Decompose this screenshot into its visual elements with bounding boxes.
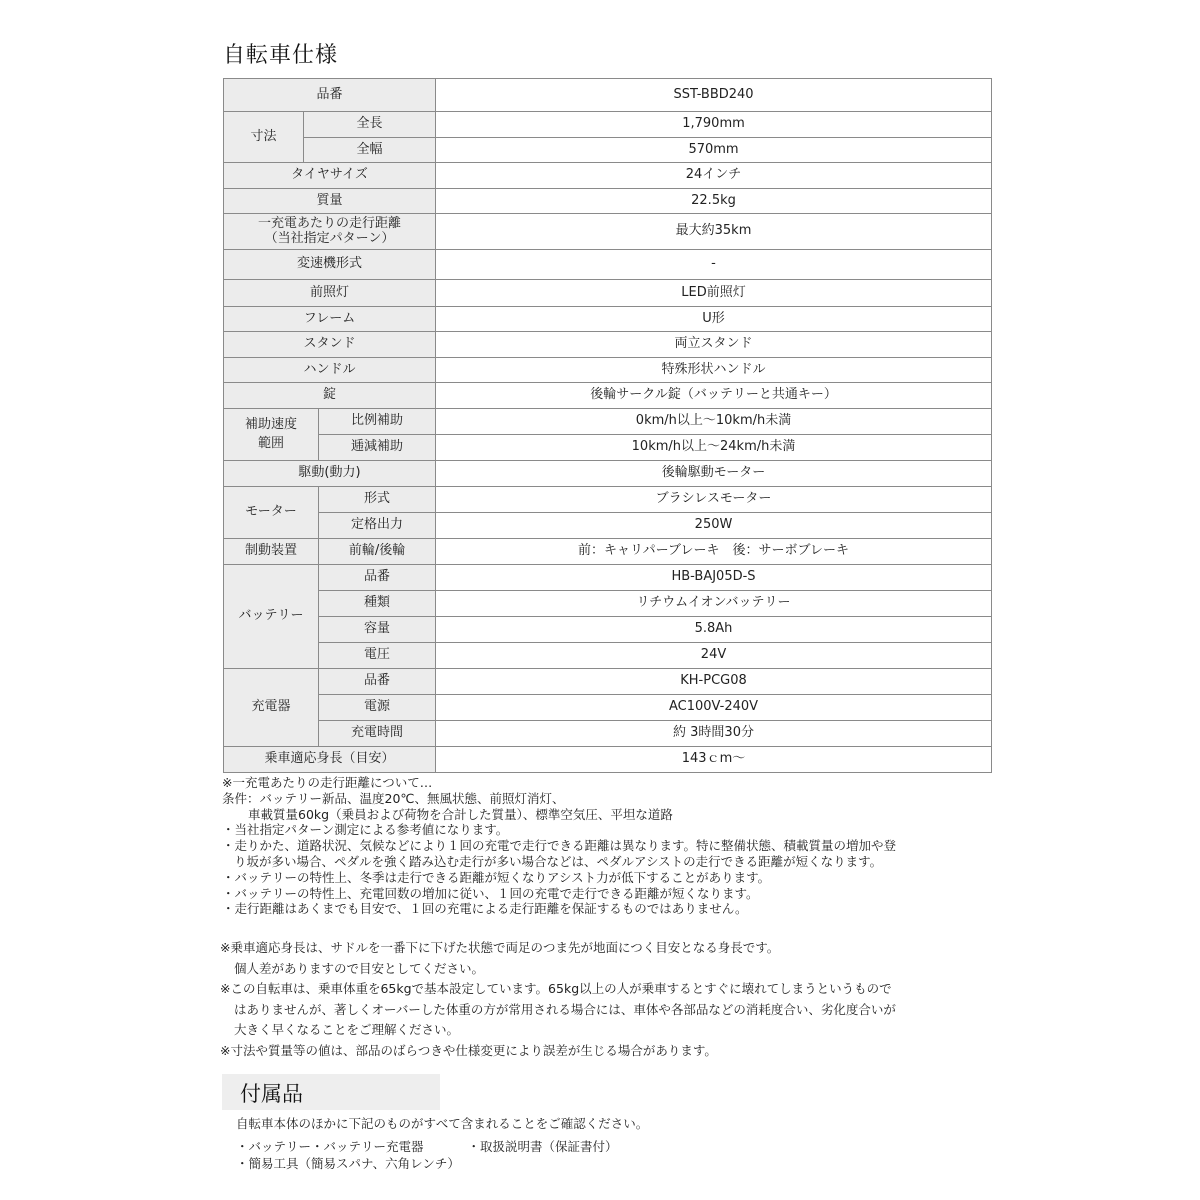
- row-label: 逓減補助: [319, 435, 436, 461]
- row-label: 駆動(動力): [224, 461, 436, 487]
- note-line: ※寸法や質量等の値は、部品のばらつきや仕様変更により誤差が生じる場合があります。: [220, 1042, 717, 1058]
- note-line: 車載質量60kg（乗員および荷物を合計した質量）、標準空気圧、平坦な道路: [248, 806, 673, 822]
- table-row: [224, 358, 992, 383]
- row-value: 5.8Ah: [436, 617, 992, 643]
- group-label: モーター: [224, 487, 319, 539]
- row-value: 24V: [436, 643, 992, 669]
- page-title: 自転車仕様: [223, 43, 339, 68]
- accessories-list: [236, 1138, 618, 1172]
- table-row: [224, 747, 992, 773]
- note-line: ※この自転車は、乗車体重を65kgで基本設定しています。65kg以上の人が乗車するとすぐに壊れてしまうというもので: [220, 981, 892, 996]
- accessories-title: 付属品: [240, 1082, 303, 1106]
- row-value: -: [436, 250, 992, 280]
- assist-label-line2: 範囲: [257, 435, 284, 451]
- row-label: 前照灯: [224, 280, 436, 307]
- row-label: 錠: [224, 383, 436, 409]
- note-line: ・当社指定パターン測定による参考値になります。: [222, 822, 509, 838]
- table-row: [224, 539, 992, 565]
- table-row: [224, 487, 992, 513]
- note-line: はありませんが、著しくオーバーした体重の方が常用される場合には、車体や各部品などの消耗度合い、劣化度合いが: [234, 1001, 896, 1017]
- note-line: り坂が多い場合、ペダルを強く踏み込む走行が多い場合などは、ペダルアシストの走行できる距離が短くなります。: [234, 853, 883, 869]
- row-value: 0km/h以上～10km/h未満: [436, 409, 992, 435]
- row-label: フレーム: [224, 307, 436, 332]
- row-label: 品番: [319, 565, 436, 591]
- row-label: 品番: [319, 669, 436, 695]
- table-row: [224, 409, 992, 435]
- row-label: 容量: [319, 617, 436, 643]
- row-label: 品番: [224, 79, 436, 112]
- accessory-item: ・取扱説明書（保証書付）: [467, 1139, 618, 1154]
- note-line: 大きく早くなることをご理解ください。: [234, 1022, 460, 1037]
- table-row: [224, 695, 992, 721]
- table-row: [224, 112, 992, 138]
- table-row: [224, 435, 992, 461]
- note-line: 条件：バッテリー新品、温度20℃、無風状態、前照灯消灯、: [222, 790, 565, 806]
- row-label: [224, 214, 436, 250]
- note-line: ・バッテリーの特性上、冬季は走行できる距離が短くなりアシスト力が低下することがあります。: [222, 869, 771, 885]
- note-line: ※乗車適応身長は、サドルを一番下に下げた状態で両足のつま先が地面につく目安となる身長です。: [220, 940, 780, 955]
- table-row: [224, 721, 992, 747]
- table-row: [224, 307, 992, 332]
- row-label: 質量: [224, 189, 436, 214]
- table-row: [224, 669, 992, 695]
- row-value: HB-BAJ05D-S: [436, 565, 992, 591]
- row-value: AC100V-240V: [436, 695, 992, 721]
- list-item: [236, 1138, 618, 1155]
- row-label: 種類: [319, 591, 436, 617]
- accessories-heading: [222, 1074, 440, 1110]
- row-value: 後輪駆動モーター: [436, 461, 992, 487]
- row-label: 定格出力: [319, 513, 436, 539]
- table-row: [224, 163, 992, 189]
- accessory-item: ・簡易工具（簡易スパナ、六角レンチ）: [236, 1156, 460, 1171]
- row-value: 10km/h以上～24km/h未満: [436, 435, 992, 461]
- table-row: [224, 332, 992, 358]
- row-label: 比例補助: [319, 409, 436, 435]
- table-row: [224, 591, 992, 617]
- note-line: ・走りかた、道路状況、気候などにより１回の充電で走行できる距離は異なります。特に整備状態、積載質量の増加や登: [222, 838, 897, 854]
- row-value: 250W: [436, 513, 992, 539]
- row-value: KH-PCG08: [436, 669, 992, 695]
- accessories-intro: 自転車本体のほかに下記のものがすべて含まれることをご確認ください。: [236, 1116, 649, 1131]
- row-label: スタンド: [224, 332, 436, 358]
- row-value: 22.5kg: [436, 189, 992, 214]
- table-row: [224, 461, 992, 487]
- row-label: 電圧: [319, 643, 436, 669]
- note-line: ・バッテリーの特性上、充電回数の増加に従い、１回の充電で走行できる距離が短くなります。: [222, 885, 759, 901]
- row-label: 前輪/後輪: [319, 539, 436, 565]
- row-value: 143ｃm～: [436, 747, 992, 773]
- row-label: 全幅: [304, 138, 436, 163]
- row-value: 24インチ: [436, 163, 992, 189]
- row-label: 電源: [319, 695, 436, 721]
- table-row: [224, 617, 992, 643]
- row-label: 充電時間: [319, 721, 436, 747]
- accessory-item: ・バッテリー・バッテリー充電器: [236, 1139, 424, 1154]
- row-value: 前：キャリパーブレーキ 後：サーボブレーキ: [436, 539, 992, 565]
- assist-label-line1: 補助速度: [244, 416, 297, 432]
- row-value: 特殊形状ハンドル: [436, 358, 992, 383]
- range-label-line2: （当社指定パターン）: [264, 230, 395, 246]
- row-value: 後輪サークル錠（バッテリーと共通キー）: [436, 383, 992, 409]
- range-label-line1: 一充電あたりの走行距離: [258, 215, 402, 231]
- note-line: 個人差がありますので目安としてください。: [234, 960, 485, 976]
- table-row: [224, 250, 992, 280]
- group-label: 制動装置: [224, 539, 319, 565]
- table-row: [224, 565, 992, 591]
- table-row: [224, 513, 992, 539]
- range-notes: [222, 775, 982, 917]
- general-notes: [220, 938, 980, 1061]
- note-line: ・走行距離はあくまでも目安で、１回の充電による走行距離を保証するものではありません。: [222, 901, 748, 917]
- note-line: ※一充電あたりの走行距離について…: [222, 775, 433, 790]
- table-row: [224, 280, 992, 307]
- row-label: 全長: [304, 112, 436, 138]
- row-label: 変速機形式: [224, 250, 436, 280]
- spec-table: [223, 78, 992, 773]
- row-value: LED前照灯: [436, 280, 992, 307]
- row-label: タイヤサイズ: [224, 163, 436, 189]
- row-value: U形: [436, 307, 992, 332]
- table-row: [224, 79, 992, 112]
- row-value: 約 3時間30分: [436, 721, 992, 747]
- row-value: SST-BBD240: [436, 79, 992, 112]
- list-item: [236, 1155, 618, 1172]
- table-row: [224, 214, 992, 250]
- row-label: 乗車適応身長（目安）: [224, 747, 436, 773]
- row-label: ハンドル: [224, 358, 436, 383]
- group-label: バッテリー: [224, 565, 319, 669]
- group-label: 充電器: [224, 669, 319, 747]
- row-label: 形式: [319, 487, 436, 513]
- group-label: [224, 409, 319, 461]
- row-value: 最大約35km: [436, 214, 992, 250]
- row-value: 570mm: [436, 138, 992, 163]
- table-row: [224, 383, 992, 409]
- group-label: 寸法: [224, 112, 304, 163]
- table-row: [224, 643, 992, 669]
- row-value: リチウムイオンバッテリー: [436, 591, 992, 617]
- row-value: 1,790mm: [436, 112, 992, 138]
- row-value: ブラシレスモーター: [436, 487, 992, 513]
- row-value: 両立スタンド: [436, 332, 992, 358]
- table-row: [224, 189, 992, 214]
- table-row: [224, 138, 992, 163]
